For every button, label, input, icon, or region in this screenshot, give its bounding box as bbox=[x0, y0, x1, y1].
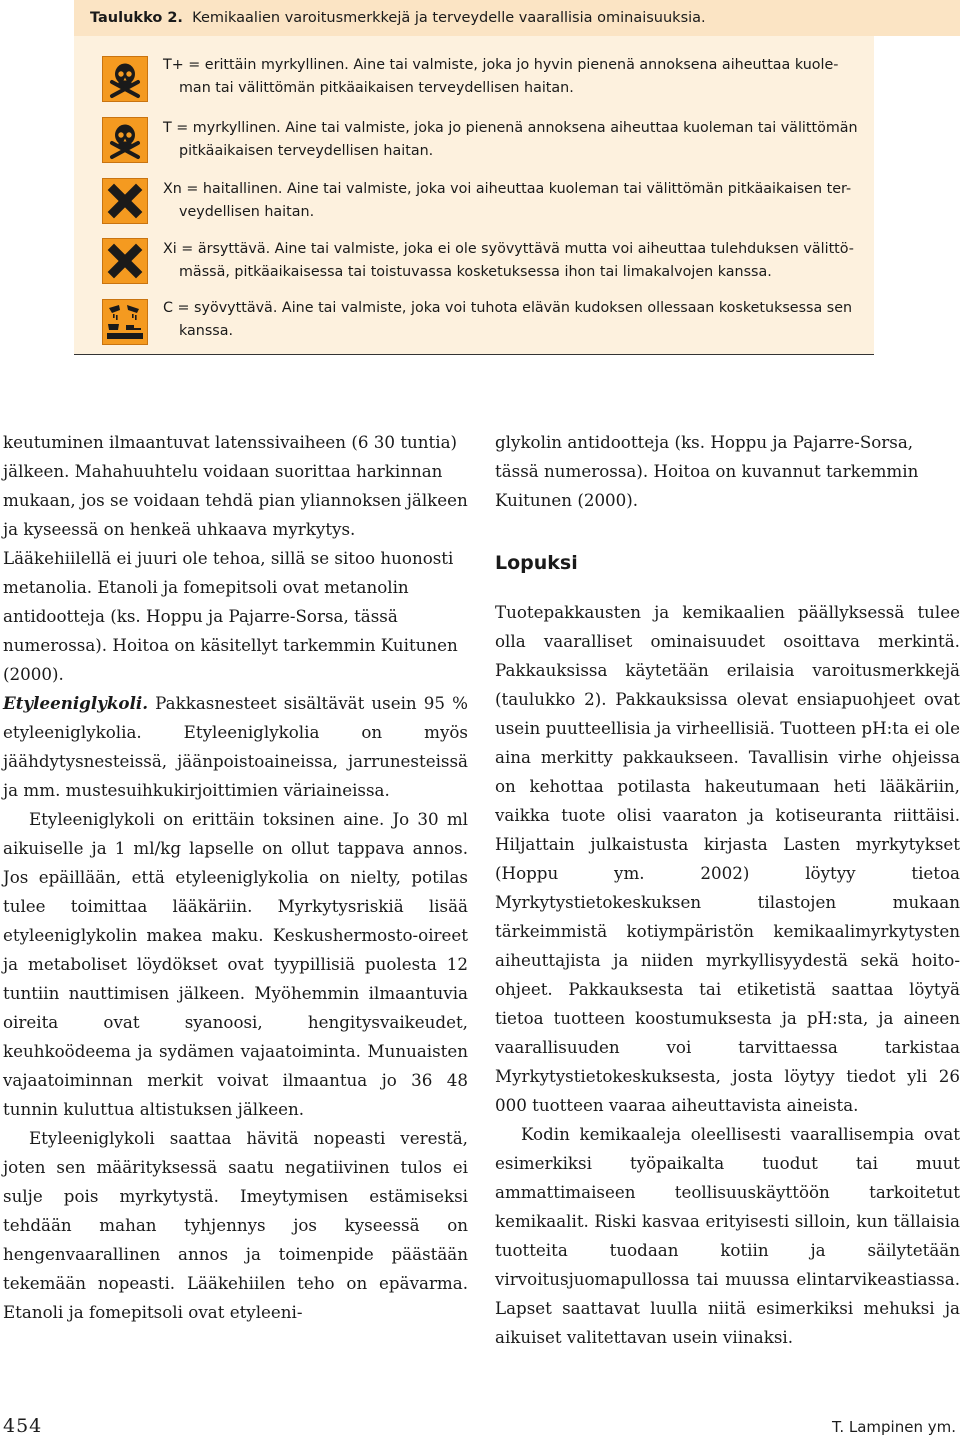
paragraph: Etyleeniglykoli saattaa hävitä nopeasti verestä, joten sen määrityksessä saatu negatiivinen tulos ei sulje pois myrkytystä. Imeytymisen estämiseksi tehdään mahan tyhjennys jos kyseessä on hengenvaarallinen annos ja toimenpide päästään tekemään nopeasti. Lääkehiilen teho on epävarma. Etanoli ja fomepitsoli ovat etyleeni- bbox=[3, 1128, 468, 1322]
left-column bbox=[3, 428, 468, 1327]
right-column bbox=[495, 428, 960, 1352]
page-number: 454 bbox=[3, 1415, 43, 1437]
paragraph: keutuminen ilmaantuvat latenssivaiheen (6 30 tuntia) jälkeen. Mahahuuhtelu voidaan suorittaa harkinnan mukaan, jos se voidaan tehdä pian yliannoksen jälkeen ja kyseessä on henkeä uhkaava myrkytys. Lääkehiilellä ei juuri ole tehoa, sillä se sitoo huonosti metanolia. Etanoli ja fomepitsoli ovat metanolin antidootteja (ks. Hoppu ja Pajarre-Sorsa, tässä numerossa). Hoitoa on käsitellyt tarkemmin Kuitunen (2000). bbox=[3, 432, 468, 684]
paragraph: Etyleeniglykoli. Pakkasnesteet sisältävät usein 95 % etyleeniglykolia. Etyleeniglykolia on myös jäähdytysnesteissä, jäänpoistoaineissa, jarrunesteissä ja mm. mustesuihkukirjoittimien väriaineissa. bbox=[3, 693, 468, 800]
paragraph: Kodin kemikaaleja oleellisesti vaarallisempia ovat esimerkiksi työpaikalta tuodut tai muut ammattimaiseen teollisuuskäyttöön tarkoitetut kemikaalit. Riski kasvaa erityisesti silloin, kun tällaisia tuotteita tuodaan kotiin ja säilytetään virvoitusjuomapullossa tai muussa elintarvikeastiassa. Lapset saattavat luulla niitä esimerkiksi mehuksi ja aikuiset valitettavan usein viinaksi. bbox=[495, 1124, 960, 1347]
skull-crossbones-icon bbox=[102, 56, 148, 102]
x-cross-icon bbox=[102, 238, 148, 284]
hazard-description: Xi = ärsyttävä. Aine tai valmiste, joka ei ole syövyttävä mutta voi aiheuttaa tulehduksen välittö- mässä, pitkäaikaisessa tai toistuvassa kosketuksessa ihon tai limakalvojen kanssa. bbox=[163, 241, 854, 280]
table-caption-text: Kemikaalien varoitusmerkkejä ja terveydelle vaarallisia ominaisuuksia. bbox=[192, 10, 706, 26]
corrosive-icon bbox=[102, 299, 148, 345]
table-caption bbox=[74, 0, 960, 36]
paragraph: Etyleeniglykoli on erittäin toksinen aine. Jo 30 ml aikuiselle ja 1 ml/kg lapselle on ollut tappava annos. Jos epäillään, että etyleeniglykolia on nielty, potilas tulee toimittaa lääkäriin. Myrkytysriskiä lisää etyleeniglykolin makea maku. Keskushermosto-oireet ja metaboliset löydökset ovat tyypillisiä puolesta 12 tuntiin nauttimisen jälkeen. Myöhemmin ilmaantuvia oireita ovat syanoosi, hengitysvaikeudet, keuhkoödeema ja sydämen vajaatoiminta. Munuaisten vajaatoiminnan merkit voivat ilmaantua jo 36 48 tunnin kuluttua altistuksen jälkeen. bbox=[3, 809, 468, 1119]
hazard-description: T+ = erittäin myrkyllinen. Aine tai valmiste, joka jo hyvin pienenä annoksena aiheuttaa kuole- man tai välittömän pitkäaikaisen terveydellisen haitan. bbox=[163, 57, 839, 96]
section-heading: Lopuksi bbox=[495, 552, 578, 574]
table-caption-label: Taulukko 2. bbox=[90, 10, 183, 26]
paragraph: Tuotepakkausten ja kemikaalien päällyksessä tulee olla vaaralliset ominaisuudet osoittava merkintä. Pakkauksissa käytetään erilaisia varoitusmerkkejä (taulukko 2). Pakkauksissa olevat ensiapuohjeet ovat usein puutteellisia ja virheellisiä. Tuotteen pH:ta ei ole aina merkitty pakkaukseen. Tavallisin virhe ohjeissa on kehottaa potilasta hakeutumaan heti lääkäriin, vaikka tuote olisi vaaraton ja kotiseuranta riittäisi. Hiljattain julkaistusta kirjasta Lasten myrkytykset (Hoppu ym. 2002) löytyy tietoa Myrkytystietokeskuksen tilastojen mukaan tärkeimmistä kotiympäristön kemikaalimyrkytysten aiheuttajista ja niiden myrkyllisyydestä sekä hoito-ohjeet. Pakkauksesta tai etiketistä saattaa löytyä tietoa tuotteen koostumuksesta ja pH:sta, ja aineen vaarallisuuden voi tarvittaessa tarkistaa Myrkytystietokeskuksesta, josta löytyy tiedot yli 26 000 tuotteen vaaraa aiheuttavista aineista. bbox=[495, 602, 960, 1115]
hazard-description: C = syövyttävä. Aine tai valmiste, joka voi tuhota elävän kudoksen ollessaan kosketuksessa sen kanssa. bbox=[163, 300, 853, 339]
skull-crossbones-icon bbox=[102, 117, 148, 163]
hazard-symbol-table bbox=[74, 36, 874, 355]
hazard-description: T = myrkyllinen. Aine tai valmiste, joka jo pienenä annoksena aiheuttaa kuoleman tai välittömän pitkäaikaisen terveydellisen haitan. bbox=[163, 120, 858, 159]
paragraph-lead: Etyleeniglykoli. bbox=[3, 693, 149, 713]
hazard-description: Xn = haitallinen. Aine tai valmiste, joka voi aiheuttaa kuoleman tai välittömän pitkäaikaisen ter- veydellisen haitan. bbox=[163, 181, 852, 220]
author-credit: T. Lampinen ym. bbox=[831, 1418, 956, 1436]
paragraph: glykolin antidootteja (ks. Hoppu ja Pajarre-Sorsa, tässä numerossa). Hoitoa on kuvannut tarkemmin Kuitunen (2000). bbox=[495, 432, 919, 510]
x-cross-icon bbox=[102, 178, 148, 224]
